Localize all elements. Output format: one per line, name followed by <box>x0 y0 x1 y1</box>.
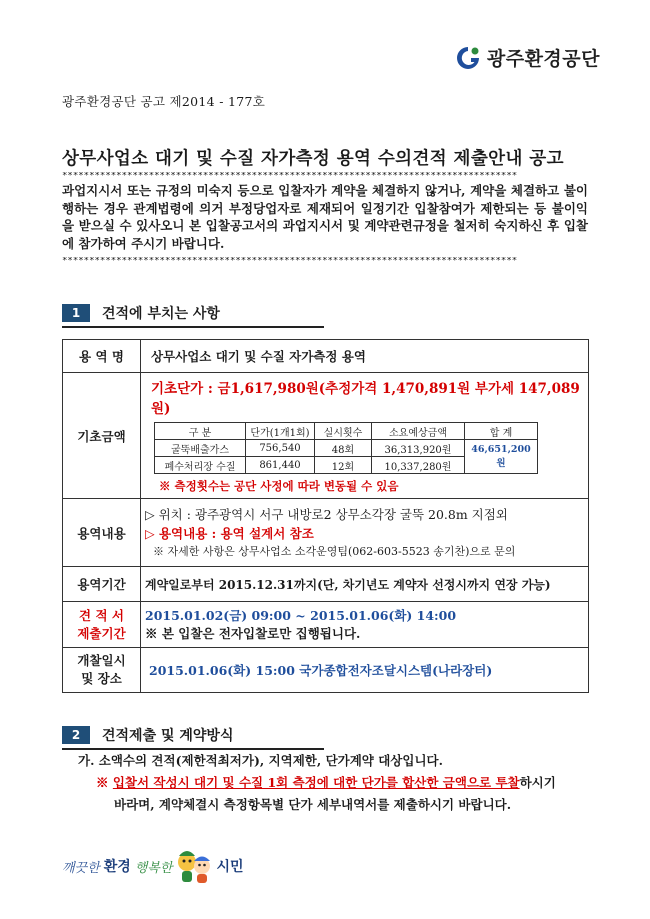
table-row-submission <box>63 602 589 648</box>
price-cell-unit-price: 861,440 <box>246 457 315 474</box>
price-table-header-row <box>155 423 538 440</box>
warning-text: 과업지시서 또는 규정의 미숙지 등으로 입찰자가 계약을 체결하지 않거나, 계약을 체결하고 불이행하는 경우 관계법령에 의거 부정당업자로 제재되어 일정기간 입찰참여가 제한되는 등 불이익을 받으실 수 있사오니 본 입찰공고서의 과업지시서 및 계약관련규정을 철저히 숙지하신 후 입찰에 참가하여 주시기 바랍니다. <box>62 183 588 251</box>
org-emblem-icon <box>455 45 481 71</box>
table-row-base-amount <box>63 373 589 499</box>
price-cell-count: 12회 <box>315 457 372 474</box>
electronic-bid-note: ※ 본 입찰은 전자입찰로만 집행됩니다. <box>145 625 361 641</box>
service-period-label: 용역기간 <box>63 567 141 602</box>
submission-label-line1: 견 적 서 <box>79 607 124 623</box>
submission-period-value: 2015.01.02(금) 09:00 ~ 2015.01.06(화) 14:00 <box>145 607 457 623</box>
section1-heading <box>62 303 324 328</box>
table-row-service-name <box>63 340 589 373</box>
opening-label-line1: 개찰일시 <box>77 653 126 668</box>
section2-number-badge: 2 <box>62 726 90 744</box>
table-row-service-content <box>63 499 589 567</box>
base-amount-label: 기초금액 <box>63 373 141 499</box>
service-period-value: 계약일로부터 2015.12.31까지(단, 차기년도 계약자 선정시까지 연장 가능) <box>141 567 589 602</box>
footer-slogan <box>62 848 244 884</box>
opening-label <box>63 648 141 693</box>
section2-heading <box>62 725 324 750</box>
page-title: 상무사업소 대기 및 수질 자가측정 용역 수의견적 제출안내 공고 <box>62 149 564 169</box>
bid-instruction-line <box>96 773 556 791</box>
bid-info-table <box>62 339 589 693</box>
bid-instruction-line2: 바라며, 계약체결시 측정항목별 단가 세부내역서를 제출하시기 바랍니다. <box>114 797 512 812</box>
price-header-total: 합 계 <box>465 423 538 440</box>
service-content-ref: ▷ 용역내용 : 용역 설계서 참조 <box>145 525 314 541</box>
slogan-script-2: 행복한 <box>134 860 173 876</box>
slogan-bold: 환경 <box>103 859 131 875</box>
price-cell-count: 48회 <box>315 440 372 457</box>
price-header-count: 실시횟수 <box>315 423 372 440</box>
price-cell-grand-total: 46,651,200원 <box>465 440 538 474</box>
section1-title: 견적에 부치는 사항 <box>102 306 220 322</box>
service-location: ▷ 위치 : 광주광역시 서구 내방로2 상무소각장 굴뚝 20.8m 지점외 <box>145 506 508 522</box>
service-content-label: 용역내용 <box>63 499 141 567</box>
org-logo <box>455 44 600 71</box>
section1-number-badge: 1 <box>62 304 90 322</box>
contact-note: ※ 자세한 사항은 상무사업소 소각운영팀(062-603-5523 송기찬)으로 문의 <box>153 544 516 558</box>
bid-instruction-rest: 하시기 <box>519 775 556 790</box>
org-logo-text: 광주환경공단 <box>486 48 600 70</box>
table-row-opening <box>63 648 589 693</box>
bid-instruction-underlined: 입찰서 작성시 대기 및 수질 1회 측정에 대한 단가를 합산한 금액으로 투찰 <box>112 775 520 790</box>
base-amount-summary: 기초단가 : 금1,617,980원(추정가격 1,470,891원 부가세 147,089원) <box>151 381 580 417</box>
price-table-row <box>155 440 538 457</box>
opening-label-line2: 및 장소 <box>81 671 122 686</box>
slogan-script-1: 깨끗한 <box>62 860 100 876</box>
price-header-category: 구 분 <box>155 423 246 440</box>
section2-title: 견적제출 및 계약방식 <box>102 728 234 744</box>
price-cell-category: 폐수처리장 수질 <box>155 457 246 474</box>
submission-label-line2: 제출기간 <box>77 625 126 641</box>
measurement-note: ※ 측정횟수는 공단 사정에 따라 변동될 수 있음 <box>159 479 399 493</box>
slogan-end: 시민 <box>216 859 244 875</box>
price-cell-unit-price: 756,540 <box>246 440 315 457</box>
mascot-icon <box>174 848 214 884</box>
contract-type-line: 가. 소액수의 견적(제한적최저가), 지역제한, 단가계약 대상입니다. <box>78 753 443 768</box>
price-cell-category: 굴뚝배출가스 <box>155 440 246 457</box>
price-header-expected: 소요예상금액 <box>372 423 465 440</box>
star-divider-bottom: ************************************************************************************ <box>62 257 518 265</box>
bid-instruction-mark: ※ <box>96 775 113 790</box>
service-name-label: 용 역 명 <box>63 340 141 373</box>
notice-number: 광주환경공단 공고 제2014 - 177호 <box>62 94 266 109</box>
price-header-unit-price: 단가(1개1회) <box>246 423 315 440</box>
price-cell-expected: 36,313,920원 <box>372 440 465 457</box>
submission-label <box>63 602 141 648</box>
price-cell-expected: 10,337,280원 <box>372 457 465 474</box>
table-row-service-period <box>63 567 589 602</box>
price-breakdown-table <box>154 422 538 474</box>
opening-value: 2015.01.06(화) 15:00 국가종합전자조달시스템(나라장터) <box>141 648 589 693</box>
star-divider-top: ************************************************************************************ <box>62 172 518 180</box>
service-name-value: 상무사업소 대기 및 수질 자가측정 용역 <box>141 340 589 373</box>
